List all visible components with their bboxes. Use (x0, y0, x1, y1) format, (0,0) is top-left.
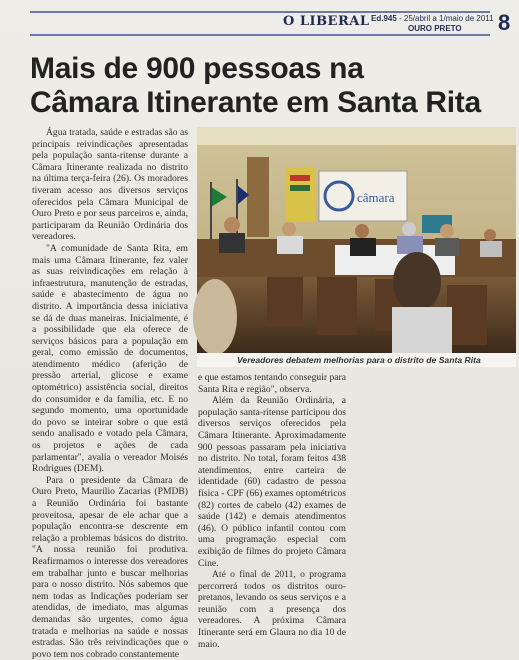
headline-line-1: Mais de 900 pessoas na (30, 52, 364, 85)
middle-text-column (198, 372, 346, 650)
edition-dates: - 25/abril a 1/maio de 2011 (396, 14, 494, 23)
headline-line-2: Câmara Itinerante em Santa Rita (30, 86, 481, 119)
paragraph: Para o presidente da Câmara de Ouro Preto, Maurílio Zacarias (PMDB) a Reunião Ordinária foi bastante proveitosa, apesar de ele achar que a população encontra-se descrente em relação a problemas básicos do distrito. "A nossa reunião foi produtiva. Reafirmamos o interesse dos vereadores em trabalhar junto e buscar melhorias para o nosso distrito. Nós sabemos que nem todas as Indicações poderiam ser atendidas, de imediato, mas algumas demandas são urgentes, como água tratada e melhorias na saúde e nossas estradas. São três reivindicações que o povo tem nos cobrado constantemente (32, 474, 188, 660)
paragraph: Até o final de 2011, o programa percorrerá todos os distritos ouro-pretanos, levando os seus serviços e a reunião com a presença dos vereadores. A próxima Câmara Itinerante será em Glaura no dia 10 de maio. (198, 569, 346, 650)
left-text-column (32, 127, 188, 660)
paragraph: Água tratada, saúde e estradas são as principais reivindicações apresentadas pela população santa-ritense durante a Câmara Itinerante realizada no distrito na última terça-feira (26). Os moradores tiveram acesso aos diversos serviços oferecidos pela Câmara Municipal de Ouro Preto e por seus parceiros e, ainda, participaram da Reunião Ordinária dos vereadores. (32, 127, 188, 243)
article-headline (30, 52, 510, 120)
meeting-photo-illustration (197, 127, 516, 353)
banner-text: câmara (357, 190, 395, 205)
paragraph: "A comunidade de Santa Rita, em mais uma Câmara Itinerante, fez valer as suas reivindicações em relação à infraestrutura, manutenção de estradas, saúde e abastecimento de água no distrito. A importância dessa iniciativa se dá de duas maneiras. Inicialmente, é a possibilidade que ela oferece de serviços básicos para a população em geral, como emissão de documentos, atendimento médico (aferição de pressão arterial, glicose e exame optométrico) assistência social, direitos do consumidor e da família, etc. E no segundo momento, uma oportunidade do povo se inteirar sobre o que está sendo analisado e votado pela Câmara, os projetos e ações de cada parlamentar", avalia o vereador Moisés Rodrigues (DEM). (32, 242, 188, 475)
paragraph: Além da Reunião Ordinária, a população santa-ritense participou dos diversos serviços oferecidos pela Câmara Itinerante. Aproximadamente 900 pessoas passaram pela iniciativa no distrito. No total, foram feitos 438 atendimentos, entre carteira de identidade (60) cadastro de pessoa física - CPF (66) exames optométricos (82) cortes de cabelo (42) exames de saúde (142) e demais atendimentos (46). O público infantil contou com uma programação especial com exibição de filmes do projeto Câmara Cine. (198, 395, 346, 569)
paragraph: e que estamos tentando conseguir para Santa Rita e região", observa. (198, 372, 346, 395)
article-photo (197, 127, 516, 353)
photo-caption: Vereadores debatem melhorias para o distrito de Santa Rita (197, 353, 516, 367)
edition-line (371, 14, 494, 23)
edition-number: Ed.945 (371, 14, 397, 23)
page-number: 8 (498, 10, 511, 35)
masthead-top-rule (30, 11, 490, 13)
paper-name: O LIBERAL (283, 14, 370, 29)
masthead-bottom-rule (30, 34, 490, 36)
city-label: OURO PRETO (408, 24, 462, 33)
